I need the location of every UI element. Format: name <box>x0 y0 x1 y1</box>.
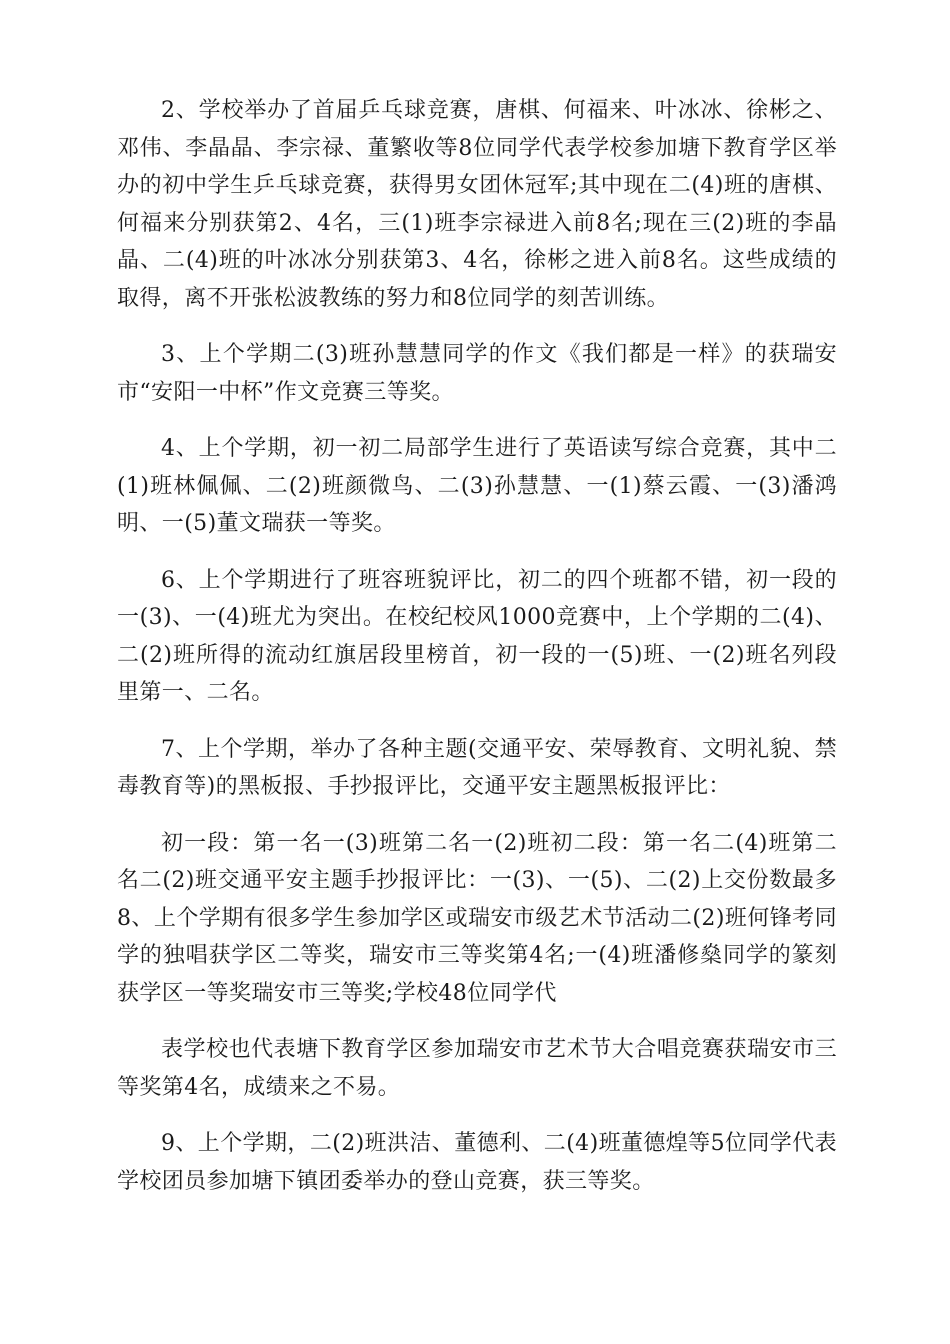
paragraph-7-results: 初一段：第一名一(3)班第二名一(2)班初二段：第一名二(4)班第二名二(2)班交通平安主题手抄报评比：一(3)、一(5)、二(2)上交份数最多8、上个学期有很多学生参加学区或瑞安市级艺术节活动二(2)班何锋考同学的独唱获学区二等奖，瑞安市三等奖第4名;一(4)班潘修燊同学的篆刻获学区一等奖瑞安市三等奖;学校48位同学代 <box>117 830 837 1006</box>
paragraph-3: 3、上个学期二(3)班孙慧慧同学的作文《我们都是一样》的获瑞安市“安阳一中杯”作文竞赛三等奖。 <box>117 342 837 405</box>
paragraph-8-continued: 表学校也代表塘下教育学区参加瑞安市艺术节大合唱竞赛获瑞安市三等奖第4名，成绩来之不易。 <box>117 1037 837 1100</box>
document-body <box>117 92 837 1219</box>
paragraph-9: 9、上个学期，二(2)班洪洁、董德利、二(4)班董德煌等5位同学代表学校团员参加塘下镇团委举办的登山竞赛，获三等奖。 <box>117 1131 837 1194</box>
paragraph-7: 7、上个学期，举办了各种主题(交通平安、荣辱教育、文明礼貌、禁毒教育等)的黑板报、手抄报评比，交通平安主题黑板报评比： <box>117 736 837 799</box>
paragraph-4: 4、上个学期，初一初二局部学生进行了英语读写综合竞赛，其中二(1)班林佩佩、二(2)班颜微鸟、二(3)孙慧慧、一(1)蔡云霞、一(3)潘鸿明、一(5)董文瑞获一等奖。 <box>117 436 837 536</box>
paragraph-2: 2、学校举办了首届乒乓球竞赛，唐棋、何福来、叶冰冰、徐彬之、邓伟、李晶晶、李宗禄、董繁收等8位同学代表学校参加塘下教育学区举办的初中学生乒乓球竞赛，获得男女团休冠军;其中现在二(4)班的唐棋、何福来分别获第2、4名，三(1)班李宗禄进入前8名;现在三(2)班的李晶晶、二(4)班的叶冰冰分别获第3、4名，徐彬之进入前8名。这些成绩的取得，离不开张松波教练的努力和8位同学的刻苦训练。 <box>117 98 837 311</box>
paragraph-6: 6、上个学期进行了班容班貌评比，初二的四个班都不错，初一段的一(3)、一(4)班尤为突出。在校纪校风1000竞赛中，上个学期的二(4)、二(2)班所得的流动红旗居段里榜首，初一段的一(5)班、一(2)班名列段里第一、二名。 <box>117 567 837 705</box>
